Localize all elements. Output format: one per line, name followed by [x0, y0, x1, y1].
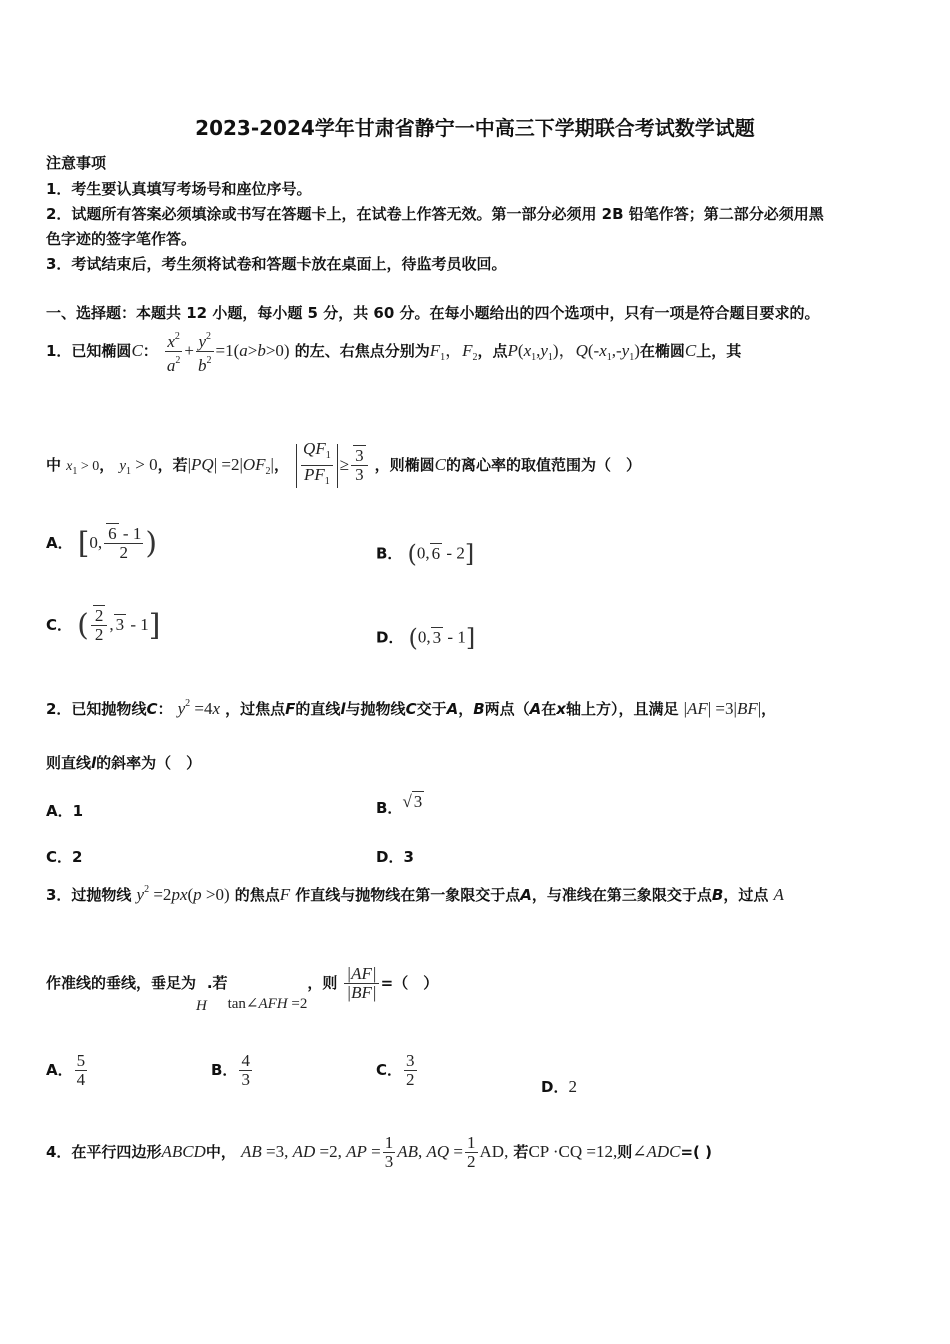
notice-item: 色字迹的签字笔作答。: [46, 230, 197, 248]
q1-option-a[interactable]: A． [0, $\frac{6 - 1}{2}$ ): [46, 524, 158, 562]
q2-option-d[interactable]: D．3: [376, 848, 414, 866]
question-2-line-2: 则直线l的斜率为（ ）: [46, 754, 202, 772]
q1-option-d[interactable]: D． (0, 3 - 1]: [376, 624, 476, 652]
question-2-line-1: 2．已知抛物线C： $y^2 =4x$ ，过焦点F的直线l与抛物线C交于A，B两点（A在x轴上方），且满足 |AF| =3|BF|，: [46, 698, 777, 718]
q3-option-b[interactable]: B． $\frac{4}{3}$: [211, 1051, 250, 1089]
notice-item: 2．试题所有答案必须填涂或书写在答题卡上，在试卷上作答无效。第一部分必须用 2B 铅笔作答；第二部分必须用黑: [46, 205, 824, 223]
question-1-line-2: 中 $x_1 > 0$， $y_1 > 0$，若$|PQ| =2|OF_2|$， $\frac{QF_1}{PF_1}$ ≥ $\frac{3}{3}$ ，则椭圆C的离心率的取值范围为（ ）: [46, 439, 642, 487]
notice-heading: 注意事项: [46, 154, 107, 172]
q2-option-a[interactable]: A．1: [46, 802, 84, 820]
notice-item: 3．考试结束后，考生须将试卷和答题卡放在桌面上，待监考员收回。: [46, 255, 507, 273]
q3-option-c[interactable]: C． $\frac{3}{2}$: [376, 1051, 415, 1089]
question-4: 4．在平行四边形ABCD中， AB =3, AD =2, AP = $\frac{1}{3}$ AB, AQ = $\frac{1}{2}$ AD, 若CP ·CQ =12,则∠ADC=( ): [46, 1133, 712, 1171]
q3-option-d[interactable]: D．2: [541, 1077, 577, 1096]
q1-option-b[interactable]: B． (0, 6 - 2]: [376, 540, 475, 568]
section-heading: 一、选择题：本题共 12 小题，每小题 5 分，共 60 分。在每小题给出的四个选项中，只有一项是符合题目要求的。: [46, 304, 820, 322]
q2-option-c[interactable]: C．2: [46, 848, 83, 866]
question-1-line-1: 1．已知椭圆C： $\frac{x^2}{a^2}$ + $\frac{y^2}{b^2}$ =1(a>b>0) 的左、右焦点分别为$F_1$，$F_2$，点$P(x_1,y_1)$，$Q(-x_1,-y_1)$在椭圆C上，其: [46, 328, 741, 375]
page-title: 2023-2024学年甘肃省静宁一中高三下学期联合考试数学试题: [195, 116, 755, 140]
question-3-line-1: 3．过抛物线 $y^2 =2px(p >0)$ 的焦点F 作直线与抛物线在第一象限交于点A，与准线在第三象限交于点B，过点 A: [46, 884, 784, 904]
notice-item: 1．考生要认真填写考场号和座位序号。: [46, 180, 312, 198]
q3-option-a[interactable]: A． $\frac{5}{4}$: [46, 1051, 86, 1089]
question-3-line-2: 作准线的垂线，垂足为H.若tan∠AFH =2，则 $\frac{|AF|}{|BF|}$ =（ ）: [46, 964, 439, 1014]
q1-option-c[interactable]: C． ( $\frac{2}{2}$ , 3 - 1]: [46, 606, 161, 644]
q2-option-b[interactable]: B．√ 3: [376, 792, 423, 817]
